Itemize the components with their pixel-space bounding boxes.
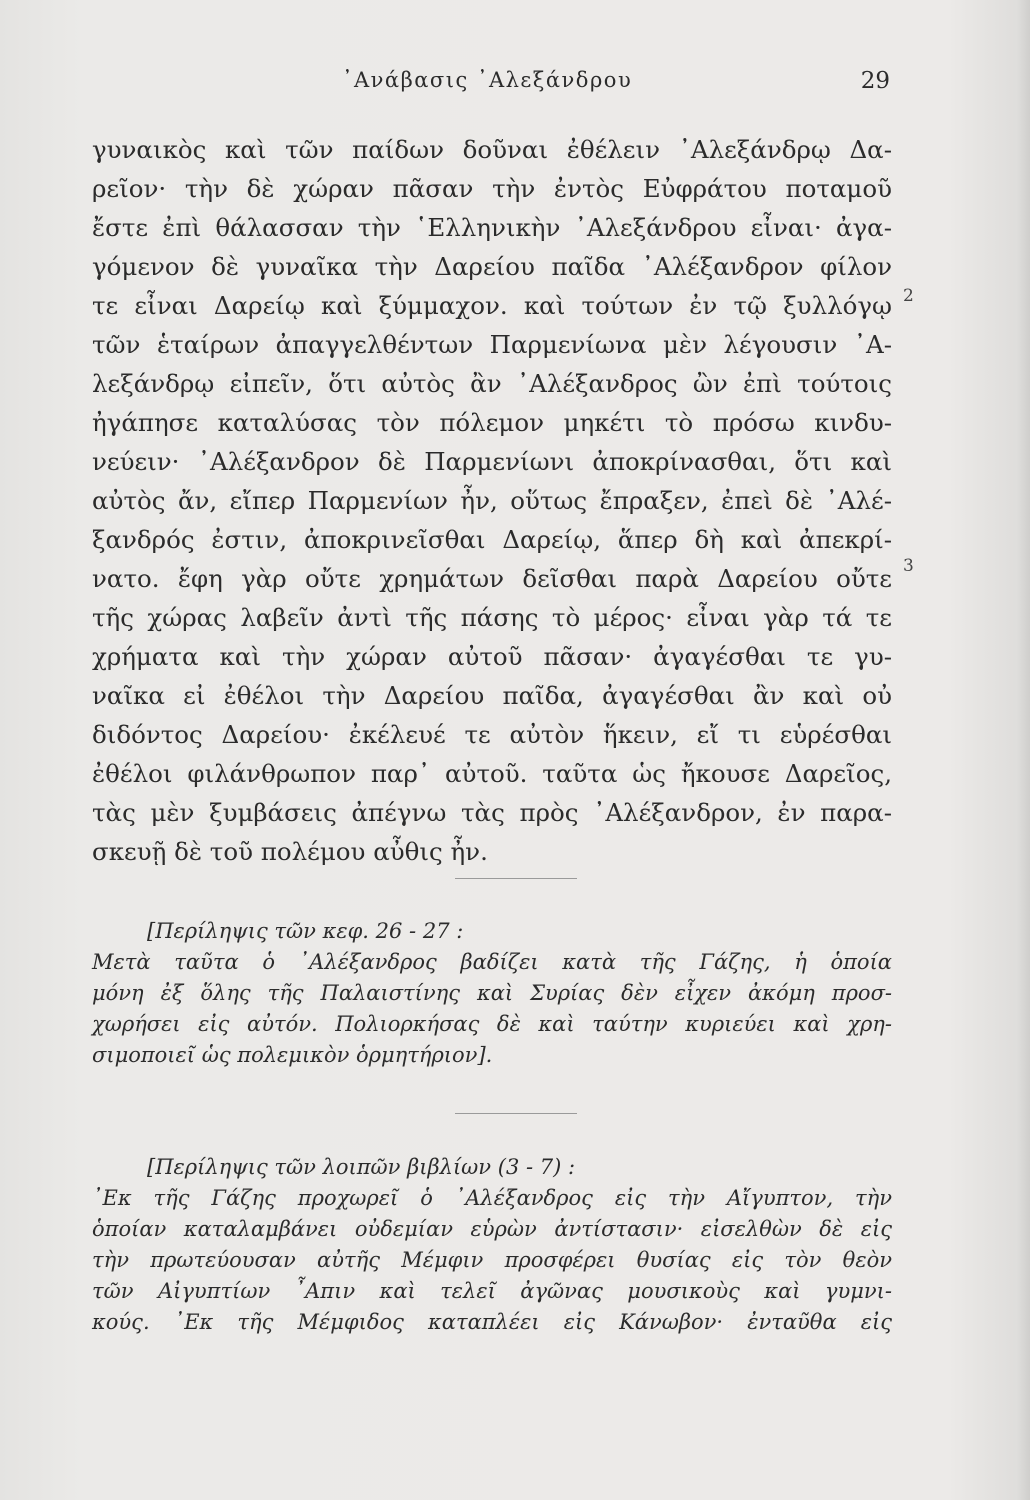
summary-line: κούς. ᾿Εκ τῆς Μέμφιδος καταπλέει εἰς Κάνωβον· ἐνταῦθα εἰς [92, 1310, 892, 1334]
page-number: 29 [860, 68, 890, 94]
text-line: ξανδρός ἐστιν, ἀποκρινεῖσθαι Δαρείῳ, ἅπερ δὴ καὶ ἀπεκρί- [92, 525, 892, 554]
summary-line: Μετὰ ταῦτα ὁ ᾿Αλέξανδρος βαδίζει κατὰ τῆς Γάζης, ἡ ὁποία [92, 950, 892, 974]
chapter-summary [92, 916, 892, 1071]
text-line: ἐθέλοι φιλάνθρωπον παρ᾿ αὐτοῦ. ταῦτα ὡς ἤκουσε Δαρεῖος, [92, 759, 892, 788]
text-line: νεύειν· ᾿Αλέξανδρον δὲ Παρμενίωνι ἀποκρίνασθαι, ὅτι καὶ [92, 447, 892, 476]
text-line: σκευῇ δὲ τοῦ πολέμου αὖθις ἦν. [92, 837, 488, 866]
text-line: νατο. ἔφη γὰρ οὔτε χρημάτων δεῖσθαι παρὰ Δαρείου οὔτε [92, 564, 892, 593]
books-summary [92, 1152, 892, 1338]
text-line: ἠγάπησε καταλύσας τὸν πόλεμον μηκέτι τὸ πρόσω κινδυ- [92, 408, 892, 437]
summary-line: τῶν Αἰγυπτίων ῏Απιν καὶ τελεῖ ἀγῶνας μουσικοὺς καὶ γυμνι- [92, 1279, 892, 1303]
text-line: χρήματα καὶ τὴν χώραν αὐτοῦ πᾶσαν· ἀγαγέσθαι τε γυ- [92, 642, 892, 671]
summary-line: ὁποίαν καταλαμβάνει οὐδεμίαν εὑρὼν ἀντίστασιν· εἰσελθὼν δὲ εἰς [92, 1217, 892, 1241]
text-line: τὰς μὲν ξυμβάσεις ἀπέγνω τὰς πρὸς ᾿Αλέξανδρον, ἐν παρα- [92, 798, 892, 827]
divider [455, 878, 577, 879]
summary-line: χωρήσει εἰς αὐτόν. Πολιορκήσας δὲ καὶ ταύτην κυριεύει καὶ χρη- [92, 1012, 892, 1036]
text-line: γυναικὸς καὶ τῶν παίδων δοῦναι ἐθέλειν ᾿Αλεξάνδρῳ Δα- [92, 135, 892, 164]
text-line: γόμενον δὲ γυναῖκα τὴν Δαρείου παῖδα ᾿Αλέξανδρον φίλον [92, 252, 892, 281]
page-header [190, 68, 890, 102]
text-line: τῆς χώρας λαβεῖν ἀντὶ τῆς πάσης τὸ μέρος· εἶναι γὰρ τά τε [92, 603, 892, 632]
text-line: τε εἶναι Δαρείῳ καὶ ξύμμαχον. καὶ τούτων ἐν τῷ ξυλλόγῳ [92, 291, 892, 320]
text-line: ἔστε ἐπὶ θάλασσαν τὴν ῾Ελληνικὴν ᾿Αλεξάνδρου εἶναι· ἀγα- [92, 213, 892, 242]
summary-line: μόνη ἐξ ὅλης τῆς Παλαιστίνης καὶ Συρίας δὲν εἶχεν ἀκόμη προσ- [92, 981, 892, 1005]
text-line: διδόντος Δαρείου· ἐκέλευέ τε αὐτὸν ἥκειν, εἴ τι εὑρέσθαι [92, 720, 892, 749]
main-text [92, 130, 892, 871]
text-line: αὐτὸς ἄν, εἴπερ Παρμενίων ἦν, οὕτως ἔπραξεν, ἐπεὶ δὲ ᾿Αλέ- [92, 486, 892, 515]
summary-line: τὴν πρωτεύουσαν αὐτῆς Μέμφιν προσφέρει θυσίας εἰς τὸν θεὸν [92, 1248, 892, 1272]
running-title: ᾿Ανάβασις ᾿Αλεξάνδρου [342, 68, 633, 92]
summary-line: ᾿Εκ τῆς Γάζης προχωρεῖ ὁ ᾿Αλέξανδρος εἰς τὴν Αἴγυπτον, τὴν [92, 1186, 892, 1210]
summary-heading: [Περίληψις τῶν λοιπῶν βιβλίων (3 - 7) : [147, 1155, 576, 1179]
text-line: ναῖκα εἰ ἐθέλοι τὴν Δαρείου παῖδα, ἀγαγέσθαι ἂν καὶ οὐ [92, 681, 892, 710]
text-line: ρεῖον· τὴν δὲ χώραν πᾶσαν τὴν ἐντὸς Εὐφράτου ποταμοῦ [92, 174, 892, 203]
page-edge-shadow [1016, 0, 1030, 1500]
text-line: τῶν ἑταίρων ἀπαγγελθέντων Παρμενίωνα μὲν λέγουσιν ᾿Α- [92, 330, 892, 359]
section-number: 3 [903, 556, 914, 576]
text-line: λεξάνδρῳ εἰπεῖν, ὅτι αὐτὸς ἂν ᾿Αλέξανδρος ὢν ἐπὶ τούτοις [92, 369, 892, 398]
section-number: 2 [903, 286, 914, 306]
summary-heading: [Περίληψις τῶν κεφ. 26 - 27 : [147, 919, 464, 943]
summary-line: σιμοποιεῖ ὡς πολεμικὸν ὁρμητήριον]. [92, 1043, 493, 1067]
divider [455, 1113, 577, 1114]
